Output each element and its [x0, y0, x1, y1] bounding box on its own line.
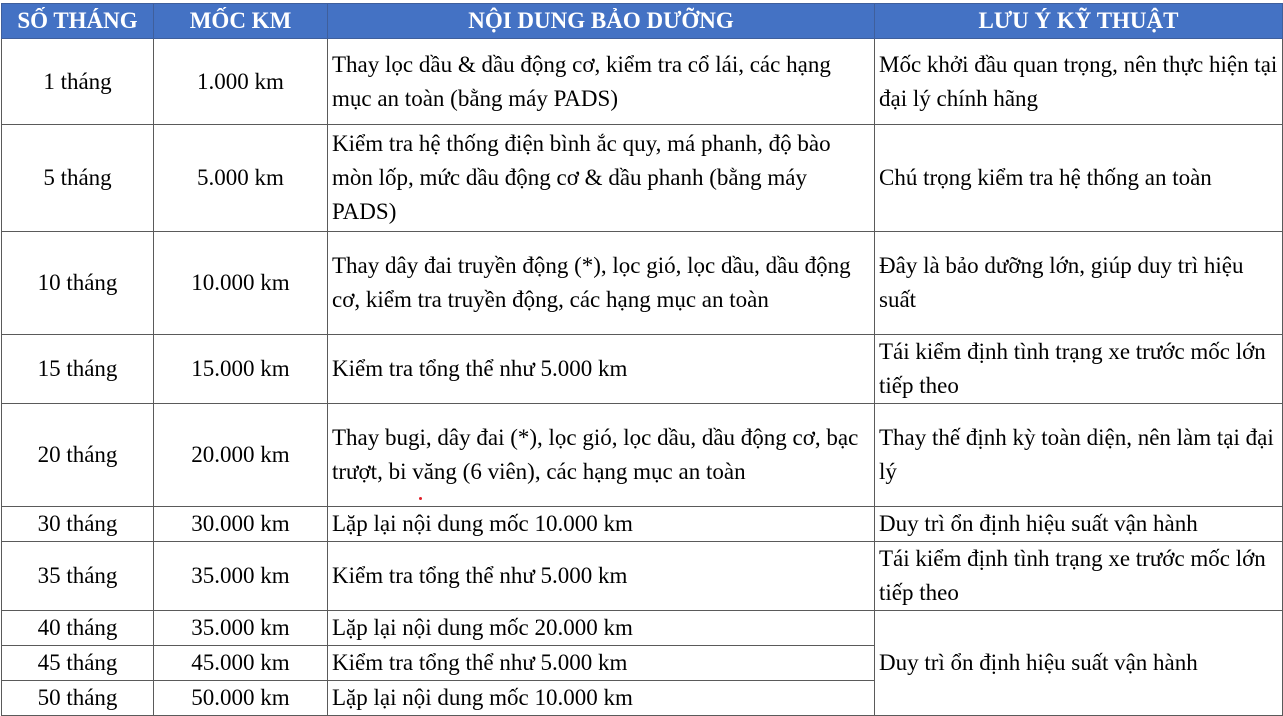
header-month: SỐ THÁNG: [2, 4, 154, 39]
table-row: [2, 335, 1283, 404]
km-cell: 10.000 km: [154, 232, 328, 335]
month-cell: 10 tháng: [2, 232, 154, 335]
month-cell: 20 tháng: [2, 404, 154, 507]
note-cell: Đây là bảo dưỡng lớn, giúp duy trì hiệu suất: [875, 232, 1283, 335]
km-cell: 20.000 km: [154, 404, 328, 507]
content-cell: Lặp lại nội dung mốc 10.000 km: [328, 507, 875, 542]
month-cell: 50 tháng: [2, 681, 154, 716]
content-cell: Lặp lại nội dung mốc 10.000 km: [328, 681, 875, 716]
content-cell: Kiểm tra hệ thống điện bình ắc quy, má phanh, độ bào mòn lốp, mức dầu động cơ & dầu phanh (bằng máy PADS): [328, 125, 875, 232]
header-row: [2, 4, 1283, 39]
km-cell: 5.000 km: [154, 125, 328, 232]
content-cell: Kiểm tra tổng thể như 5.000 km: [328, 542, 875, 611]
km-cell: 30.000 km: [154, 507, 328, 542]
note-cell: Duy trì ổn định hiệu suất vận hành: [875, 507, 1283, 542]
content-cell: Kiểm tra tổng thể như 5.000 km: [328, 646, 875, 681]
content-cell: Thay lọc dầu & dầu động cơ, kiểm tra cổ lái, các hạng mục an toàn (bằng máy PADS): [328, 39, 875, 125]
table-row: [2, 507, 1283, 542]
note-cell: Chú trọng kiểm tra hệ thống an toàn: [875, 125, 1283, 232]
table-row: [2, 611, 1283, 646]
km-cell: 35.000 km: [154, 542, 328, 611]
month-cell: 15 tháng: [2, 335, 154, 404]
km-cell: 45.000 km: [154, 646, 328, 681]
month-cell: 1 tháng: [2, 39, 154, 125]
table-row: [2, 232, 1283, 335]
month-cell: 5 tháng: [2, 125, 154, 232]
content-cell: Thay bugi, dây đai (*), lọc gió, lọc dầu, dầu động cơ, bạc trượt, bi văng (6 viên), các hạng mục an toàn: [328, 404, 875, 507]
content-cell: Kiểm tra tổng thể như 5.000 km: [328, 335, 875, 404]
header-content: NỘI DUNG BẢO DƯỠNG: [328, 4, 875, 39]
header-km: MỐC KM: [154, 4, 328, 39]
km-cell: 50.000 km: [154, 681, 328, 716]
maintenance-schedule-table: [1, 3, 1283, 716]
note-cell: Thay thế định kỳ toàn diện, nên làm tại đại lý: [875, 404, 1283, 507]
month-cell: 35 tháng: [2, 542, 154, 611]
merged-note-cell: Duy trì ổn định hiệu suất vận hành: [875, 611, 1283, 716]
month-cell: 40 tháng: [2, 611, 154, 646]
km-cell: 35.000 km: [154, 611, 328, 646]
table-row: [2, 404, 1283, 507]
note-cell: Tái kiểm định tình trạng xe trước mốc lớn tiếp theo: [875, 542, 1283, 611]
table-row: [2, 125, 1283, 232]
km-cell: 15.000 km: [154, 335, 328, 404]
note-cell: Mốc khởi đầu quan trọng, nên thực hiện tại đại lý chính hãng: [875, 39, 1283, 125]
table-row: [2, 39, 1283, 125]
content-cell: Thay dây đai truyền động (*), lọc gió, lọc dầu, dầu động cơ, kiểm tra truyền động, các hạng mục an toàn: [328, 232, 875, 335]
month-cell: 30 tháng: [2, 507, 154, 542]
content-cell: Lặp lại nội dung mốc 20.000 km: [328, 611, 875, 646]
header-note: LƯU Ý KỸ THUẬT: [875, 4, 1283, 39]
cursor-marker: [419, 497, 422, 500]
month-cell: 45 tháng: [2, 646, 154, 681]
note-cell: Tái kiểm định tình trạng xe trước mốc lớn tiếp theo: [875, 335, 1283, 404]
table-row: [2, 542, 1283, 611]
km-cell: 1.000 km: [154, 39, 328, 125]
